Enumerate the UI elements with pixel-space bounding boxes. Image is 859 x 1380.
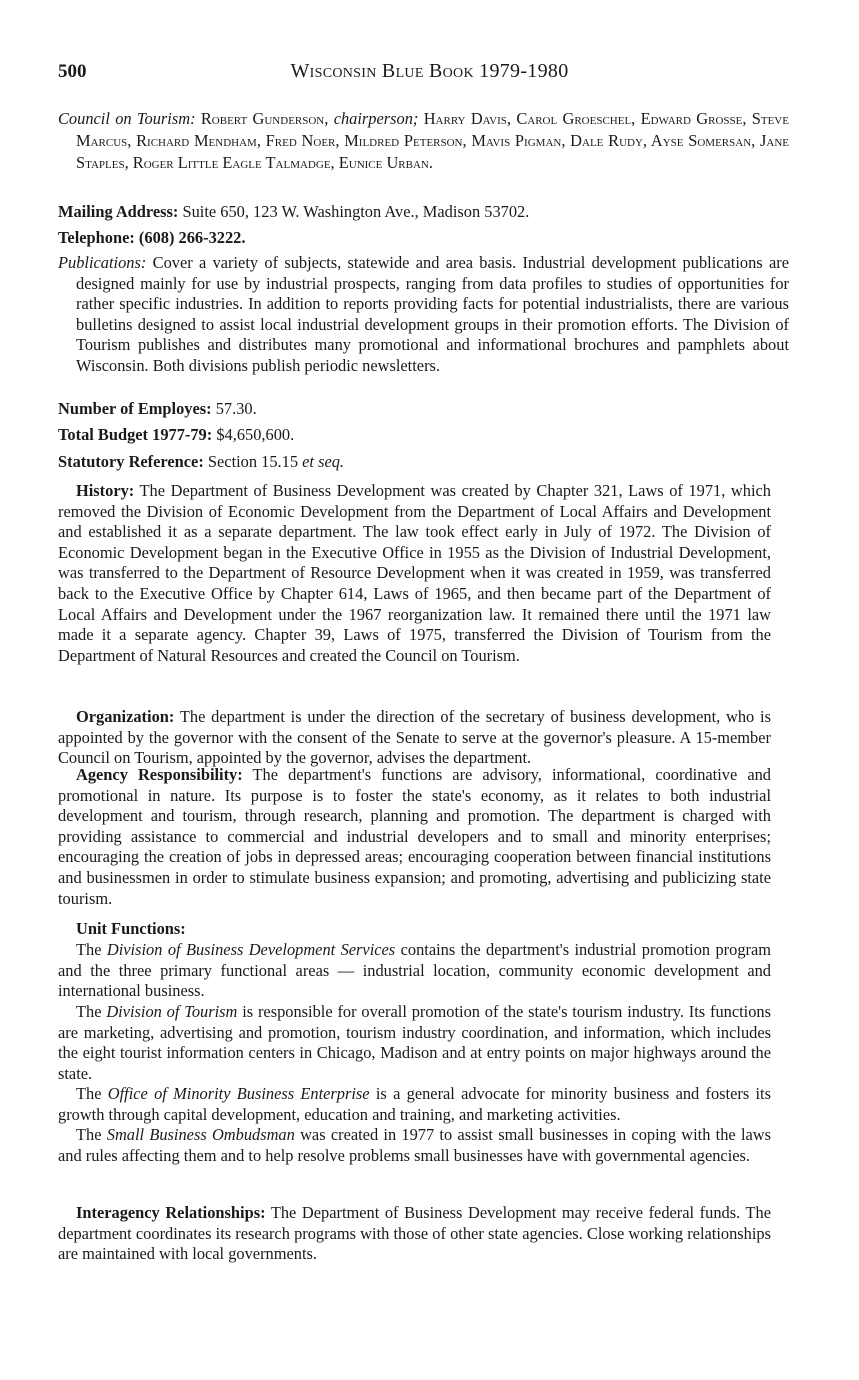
page-number: 500 [58,61,87,82]
history-label: History: [76,481,135,500]
agency-label: Agency Responsibility: [76,765,243,784]
publications-label: Publications: [58,253,147,272]
unit-pre: The [76,940,102,959]
mailing-label: Mailing Address: [58,202,179,221]
statutory-suffix: et seq. [302,452,345,471]
unit-name: Small Business Ombudsman [106,1125,295,1144]
history-paragraph [58,481,771,666]
unit-text: is responsible for overall promotion of the state's tourism industry. Its functions are marketing, advertising and promotion, tourism industry coordination, and information, which includes the eight tourist information centers in Chicago, Madison and at entry points on major highways around the state. [58,1002,771,1083]
organization-paragraph [58,707,771,769]
statutory-label: Statutory Reference: [58,452,204,471]
employes-label: Number of Employes: [58,399,212,418]
unit-function-item [58,1002,771,1084]
telephone-value: (608) 266-3222. [138,228,246,247]
telephone-label: Telephone: [58,228,135,247]
unit-text: was created in 1977 to assist small businesses in coping with the laws and rules affecting them and to help resolve problems small businesses have with governmental agencies. [58,1125,771,1165]
unit-functions-label: Unit Functions: [76,919,186,938]
unit-function-item [58,940,771,1002]
employes [58,399,771,420]
telephone [58,228,771,249]
history-text: The Department of Business Development was created by Chapter 321, Laws of 1971, which removed the Division of Economic Development from the Department of Local Affairs and Development and established it as a separate department. The law took effect early in July of 1972. The Division of Economic Development began in the Executive Office in 1955 as the Division of Industrial Development, was transferred to the Department of Resource Development when it was created in 1959, was transferred back to the Executive Office by Chapter 614, Laws of 1965, and then became part of the Department of Local Affairs and Development under the 1967 reorganization law. It remained there until the 1971 law made it a separate agency. Chapter 39, Laws of 1975, transferred the Division of Tourism from the Department of Natural Resources and created the Council on Tourism. [58,481,771,665]
unit-text: is a general advocate for minority business and fosters its growth through capital development, education and training, and marketing activities. [58,1084,771,1124]
unit-functions-heading [58,919,771,940]
council-members: Harry Davis, Carol Groeschel, Edward Grosse, Steve Marcus, Richard Mendham, Fred Noer, Mildred Peterson, Mavis Pigman, Dale Rudy, Ayse Somersan, Jane Staples, Roger Little Eagle Talmadge, Eunice Urban. [76,109,789,172]
organization-label: Organization: [76,707,175,726]
mailing-address [58,202,771,223]
unit-name: Office of Minority Business Enterprise [107,1084,370,1103]
unit-function-item [58,1084,771,1125]
agency-responsibility-paragraph [58,765,771,909]
unit-function-item [58,1125,771,1166]
unit-pre: The [76,1125,102,1144]
council-label: Council on Tourism: [58,109,196,128]
budget-label: Total Budget 1977-79: [58,425,213,444]
unit-text: contains the department's industrial promotion program and the three primary functional areas — industrial location, community economic development and international business. [58,940,772,1001]
organization-text: The department is under the direction of the secretary of business development, who is appointed by the governor with the consent of the Senate to serve at the governor's pleasure. A 15-member Council on Tourism, appointed by the governor, advises the department. [58,707,771,768]
publications-paragraph [58,253,789,377]
employes-value: 57.30. [215,399,257,418]
mailing-value: Suite 650, 123 W. Washington Ave., Madison 53702. [182,202,530,221]
running-title: Wisconsin Blue Book 1979-1980 [290,60,569,82]
statutory-value: Section 15.15 [207,452,299,471]
council-chair-role: chairperson; [333,109,419,128]
unit-pre: The [76,1002,102,1021]
interagency-paragraph [58,1203,771,1265]
council-paragraph [58,108,789,173]
unit-name: Division of Tourism [106,1002,238,1021]
statutory-reference [58,452,771,473]
agency-text: The department's functions are advisory, informational, coordinative and promotional in nature. Its purpose is to foster the state's economy, as it relates to both industrial development and tourism, through research, planning and promotion. The department is charged with providing assistance to commercial and industrial developers and to small and minority enterprises; encouraging the creation of jobs in depressed areas; encouraging cooperation between financial institutions and businessmen in order to stimulate business expansion; and promoting, advertising and publicizing state tourism. [58,765,772,908]
budget-value: $4,650,600. [216,425,295,444]
unit-pre: The [76,1084,102,1103]
interagency-text: The Department of Business Development may receive federal funds. The department coordinates its research programs with those of other state agencies. Close working relationships are maintained with local governments. [58,1203,771,1264]
interagency-label: Interagency Relationships: [76,1203,266,1222]
budget [58,425,771,446]
unit-name: Division of Business Development Services [106,940,396,959]
council-chair: Robert Gunderson, [200,109,329,128]
publications-text: Cover a variety of subjects, statewide and area basis. Industrial development publications are designed mainly for use by industrial prospects, ranging from data profiles to studies of opportunities for rather specific industries. In addition to reports providing facts for potential industrialists, there are various bulletins designed to assist local industrial development groups in their promotion efforts. The Division of Tourism publishes and distributes many promotional and informational brochures and pamphlets about Wisconsin. Both divisions publish periodic newsletters. [76,253,789,375]
